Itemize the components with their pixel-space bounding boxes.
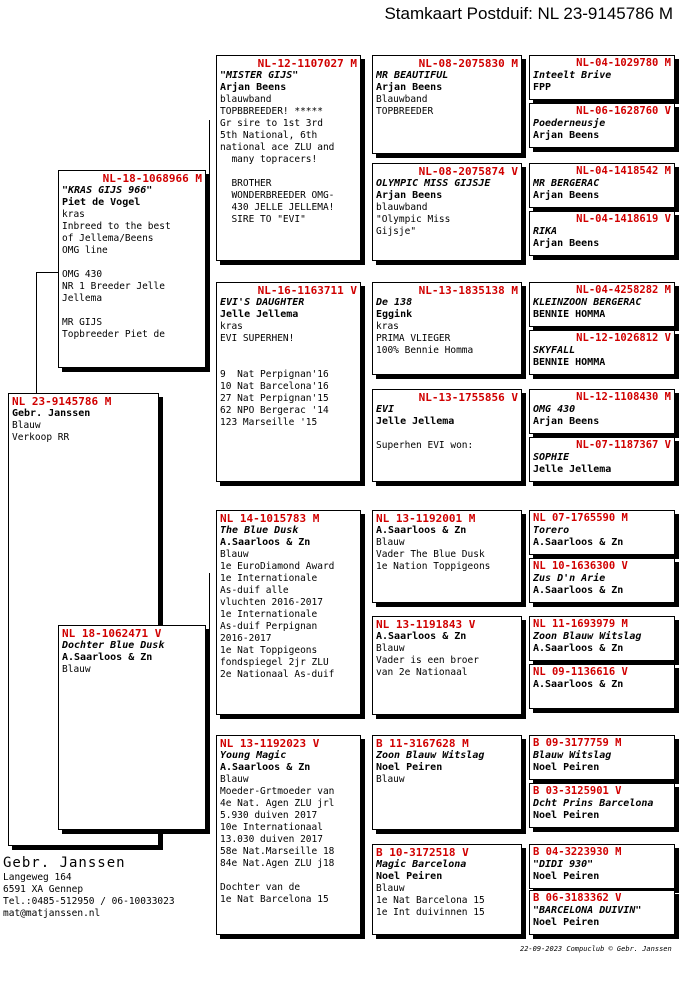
dam-card[interactable] <box>58 625 206 830</box>
g6-ring: NL-12-1026812 V <box>576 332 671 344</box>
g5-ring: NL-04-4258282 M <box>576 284 671 296</box>
ggp3-owner: Eggink <box>376 309 413 320</box>
subject-owner: Gebr. Janssen <box>12 408 91 419</box>
ggp3-info: kras PRIMA VLIEGER 100% Bennie Homma <box>376 321 474 356</box>
gp3-name: The Blue Dusk <box>220 525 299 536</box>
g5-card-9[interactable] <box>529 510 675 555</box>
g13-ring: B 09-3177759 M <box>533 737 622 749</box>
connector <box>209 573 210 783</box>
great-grandparent-card-5[interactable] <box>372 510 522 603</box>
ggp8-name: Magic Barcelona <box>376 859 467 870</box>
ggp1-name: MR BEAUTIFUL <box>376 70 449 81</box>
breeder-contact <box>3 855 175 920</box>
g14-owner: Noel Peiren <box>533 810 600 821</box>
ggp2-name: OLYMPIC MISS GIJSJE <box>376 178 491 189</box>
connector <box>525 305 526 355</box>
g6-owner: BENNIE HOMMA <box>533 357 606 368</box>
g11-ring: NL 11-1693979 M <box>533 618 628 630</box>
subject-ring: NL 23-9145786 M <box>12 395 112 408</box>
great-grandparent-card-2[interactable] <box>372 163 522 261</box>
g4-ring: NL-04-1418619 V <box>576 213 671 225</box>
g4-owner: Arjan Beens <box>533 238 600 249</box>
ggp1-ring: NL-08-2075830 M <box>418 57 518 70</box>
gp1-owner: Arjan Beens <box>220 82 287 93</box>
g5-card-4[interactable] <box>529 211 675 256</box>
g11-name: Zoon Blauw Witslag <box>533 631 642 642</box>
g4-name: RIKA <box>533 226 558 237</box>
ggp6-ring: NL 13-1191843 V <box>376 618 476 631</box>
g13-owner: Noel Peiren <box>533 762 600 773</box>
g5-card-7[interactable] <box>529 389 675 434</box>
g7-name: OMG 430 <box>533 404 576 415</box>
g16-ring: B 06-3183362 V <box>533 892 622 904</box>
ggp7-name: Zoon Blauw Witslag <box>376 750 485 761</box>
g7-ring: NL-12-1108430 M <box>576 391 671 403</box>
ggp3-ring: NL-13-1835138 M <box>418 284 518 297</box>
g12-owner: A.Saarloos & Zn <box>533 679 624 690</box>
g2-name: Poederneusje <box>533 118 606 129</box>
breeder-email[interactable]: mat@matjanssen.nl <box>3 908 101 919</box>
g15-owner: Noel Peiren <box>533 871 600 882</box>
g5-card-14[interactable] <box>529 783 675 828</box>
gp4-name: Young Magic <box>220 750 287 761</box>
connector <box>364 322 365 442</box>
connector <box>364 545 365 660</box>
g5-card-2[interactable] <box>529 103 675 148</box>
ggp1-owner: Arjan Beens <box>376 82 443 93</box>
dam-owner: A.Saarloos & Zn <box>62 652 153 663</box>
great-grandparent-card-3[interactable] <box>372 282 522 375</box>
g7-owner: Arjan Beens <box>533 416 600 427</box>
gp2-owner: Jelle Jellema <box>220 309 299 320</box>
great-grandparent-card-1[interactable] <box>372 55 522 154</box>
gp3-owner: A.Saarloos & Zn <box>220 537 311 548</box>
connector <box>209 120 210 332</box>
ggp2-owner: Arjan Beens <box>376 190 443 201</box>
connector <box>525 80 526 130</box>
ggp2-info: blauwband "Olympic Miss Gijsje" <box>376 202 451 237</box>
gp2-name: EVI'S DAUGHTER <box>220 297 305 308</box>
breeder-address: Langeweg 164 <box>3 872 72 883</box>
great-grandparent-card-4[interactable] <box>372 389 522 482</box>
g10-ring: NL 10-1636300 V <box>533 560 628 572</box>
ggp2-ring: NL-08-2075874 V <box>418 165 518 178</box>
g5-card-5[interactable] <box>529 282 675 327</box>
connector <box>364 95 365 215</box>
gp1-info: blauwband TOPBBREEDER! ***** Gr sire to 1st 3rd 5th National, 6th national ace ZLU and many topracers! BROTHER WONDERBREEDER OMG- 430 JELLE JELLEMA! SIRE TO "EVI" <box>220 94 335 225</box>
ggp6-info: Blauw Vader is een broer van 2e Nationaal <box>376 643 479 678</box>
g12-ring: NL 09-1136616 V <box>533 666 628 678</box>
g2-ring: NL-06-1628760 V <box>576 105 671 117</box>
gp1-ring: NL-12-1107027 M <box>257 57 357 70</box>
dam-ring: NL 18-1062471 V <box>62 627 162 640</box>
g8-owner: Jelle Jellema <box>533 464 612 475</box>
gp4-owner: A.Saarloos & Zn <box>220 762 311 773</box>
ggp5-info: Blauw Vader The Blue Dusk 1e Nation Toppigeons <box>376 537 491 572</box>
g1-ring: NL-04-1029780 M <box>576 57 671 69</box>
g5-card-8[interactable] <box>529 437 675 482</box>
g5-card-13[interactable] <box>529 735 675 780</box>
gp4-ring: NL 13-1192023 V <box>220 737 320 750</box>
breeder-city: 6591 XA Gennep <box>3 884 84 895</box>
gp1-name: "MISTER GIJS" <box>220 70 299 81</box>
grandparent-card-2[interactable] <box>216 282 361 482</box>
page-title: Stamkaart Postduif: NL 23-9145786 M <box>384 4 673 23</box>
dam-info: Blauw <box>62 664 91 675</box>
g5-card-16[interactable] <box>529 890 675 935</box>
g5-card-10[interactable] <box>529 558 675 603</box>
connector <box>525 187 526 237</box>
g5-card-15[interactable] <box>529 844 675 889</box>
g3-owner: Arjan Beens <box>533 190 600 201</box>
ggp3-name: De 138 <box>376 297 413 308</box>
g3-name: MR BERGERAC <box>533 178 600 189</box>
g6-name: SKYFALL <box>533 345 576 356</box>
great-grandparent-card-7[interactable] <box>372 735 522 830</box>
g5-card-6[interactable] <box>529 330 675 375</box>
grandparent-card-3[interactable] <box>216 510 361 715</box>
gp4-info: Blauw Moeder-Grtmoeder van 4e Nat. Agen ZLU jrl 5.930 duiven 2017 10e Internationaal 13.030 duiven 2017 58e Nat.Marseille 18 84e Nat.Agen ZLU j18 Dochter van de 1e Nat Barcelona 15 <box>220 774 335 905</box>
great-grandparent-card-8[interactable] <box>372 844 522 935</box>
g9-ring: NL 07-1765590 M <box>533 512 628 524</box>
sire-card[interactable] <box>58 170 206 368</box>
gp2-info: kras EVI SUPERHEN! 9 Nat Perpignan'16 10 Nat Barcelona'16 27 Nat Perpignan'15 62 NPO Bergerac '14 123 Marseille '15 <box>220 321 329 428</box>
g14-name: Dcht Prins Barcelona <box>533 798 654 809</box>
g13-name: Blauw Witslag <box>533 750 612 761</box>
g11-owner: A.Saarloos & Zn <box>533 643 624 654</box>
g10-name: Zus D'n Arie <box>533 573 606 584</box>
ggp6-owner: A.Saarloos & Zn <box>376 631 467 642</box>
breeder-name: Gebr. Janssen <box>3 855 126 871</box>
print-stamp: 22-09-2023 Compuclub © Gebr. Janssen <box>520 945 672 953</box>
connector <box>36 272 58 273</box>
gp3-ring: NL 14-1015783 M <box>220 512 320 525</box>
gp3-info: Blauw 1e EuroDiamond Award 1e Internationale As-duif alle vluchten 2016-2017 1e Internationale As-duif Perpignan 2016-2017 1e Nat Toppigeons fondspiegel 2jr ZLU 2e Nationaal As-duif <box>220 549 335 680</box>
g5-card-11[interactable] <box>529 616 675 661</box>
g14-ring: B 03-3125901 V <box>533 785 622 797</box>
g15-name: "DIDI 930" <box>533 859 594 870</box>
g8-ring: NL-07-1187367 V <box>576 439 671 451</box>
ggp4-owner: Jelle Jellema <box>376 416 455 427</box>
ggp4-info: Superhen EVI won: <box>376 440 474 451</box>
g3-ring: NL-04-1418542 M <box>576 165 671 177</box>
ggp4-name: EVI <box>376 404 395 415</box>
g5-owner: BENNIE HOMMA <box>533 309 606 320</box>
ggp8-ring: B 10-3172518 V <box>376 846 469 859</box>
ggp8-owner: Noel Peiren <box>376 871 443 882</box>
g16-name: "BARCELONA DUIVIN" <box>533 905 642 916</box>
great-grandparent-card-6[interactable] <box>372 616 522 715</box>
sire-owner: Piet de Vogel <box>62 197 141 208</box>
g5-card-1[interactable] <box>529 55 675 100</box>
subject-info: Blauw Verkoop RR <box>12 420 70 443</box>
g5-card-12[interactable] <box>529 664 675 709</box>
g8-name: SOPHIE <box>533 452 570 463</box>
g2-owner: Arjan Beens <box>533 130 600 141</box>
ggp7-owner: Noel Peiren <box>376 762 443 773</box>
g16-owner: Noel Peiren <box>533 917 600 928</box>
ggp5-owner: A.Saarloos & Zn <box>376 525 467 536</box>
sire-info: kras Inbreed to the best of Jellema/Beens OMG line OMG 430 NR 1 Breeder Jelle Jellema MR GIJS Topbreeder Piet de <box>62 209 171 340</box>
g9-owner: A.Saarloos & Zn <box>533 537 624 548</box>
ggp4-ring: NL-13-1755856 V <box>418 391 518 404</box>
sire-name: "KRAS GIJS 966" <box>62 185 153 196</box>
sire-ring: NL-18-1068966 M <box>102 172 202 185</box>
g5-card-3[interactable] <box>529 163 675 208</box>
breeder-phone: Tel.:0485-512950 / 06-10033023 <box>3 896 175 907</box>
ggp7-ring: B 11-3167628 M <box>376 737 469 750</box>
gp2-ring: NL-16-1163711 V <box>257 284 357 297</box>
g9-name: Torero <box>533 525 570 536</box>
ggp1-info: Blauwband TOPBREEDER <box>376 94 434 117</box>
connector <box>364 768 365 888</box>
g1-name: Inteelt Brive <box>533 70 612 81</box>
ggp5-ring: NL 13-1192001 M <box>376 512 476 525</box>
g1-owner: FPP <box>533 82 552 93</box>
g15-ring: B 04-3223930 M <box>533 846 622 858</box>
grandparent-card-4[interactable] <box>216 735 361 935</box>
g5-name: KLEINZOON BERGERAC <box>533 297 642 308</box>
grandparent-card-1[interactable] <box>216 55 361 261</box>
ggp8-info: Blauw 1e Nat Barcelona 15 1e Int duivinnen 15 <box>376 883 485 918</box>
connector <box>525 415 526 465</box>
ggp7-info: Blauw <box>376 774 405 785</box>
dam-name: Dochter Blue Dusk <box>62 640 165 651</box>
g10-owner: A.Saarloos & Zn <box>533 585 624 596</box>
